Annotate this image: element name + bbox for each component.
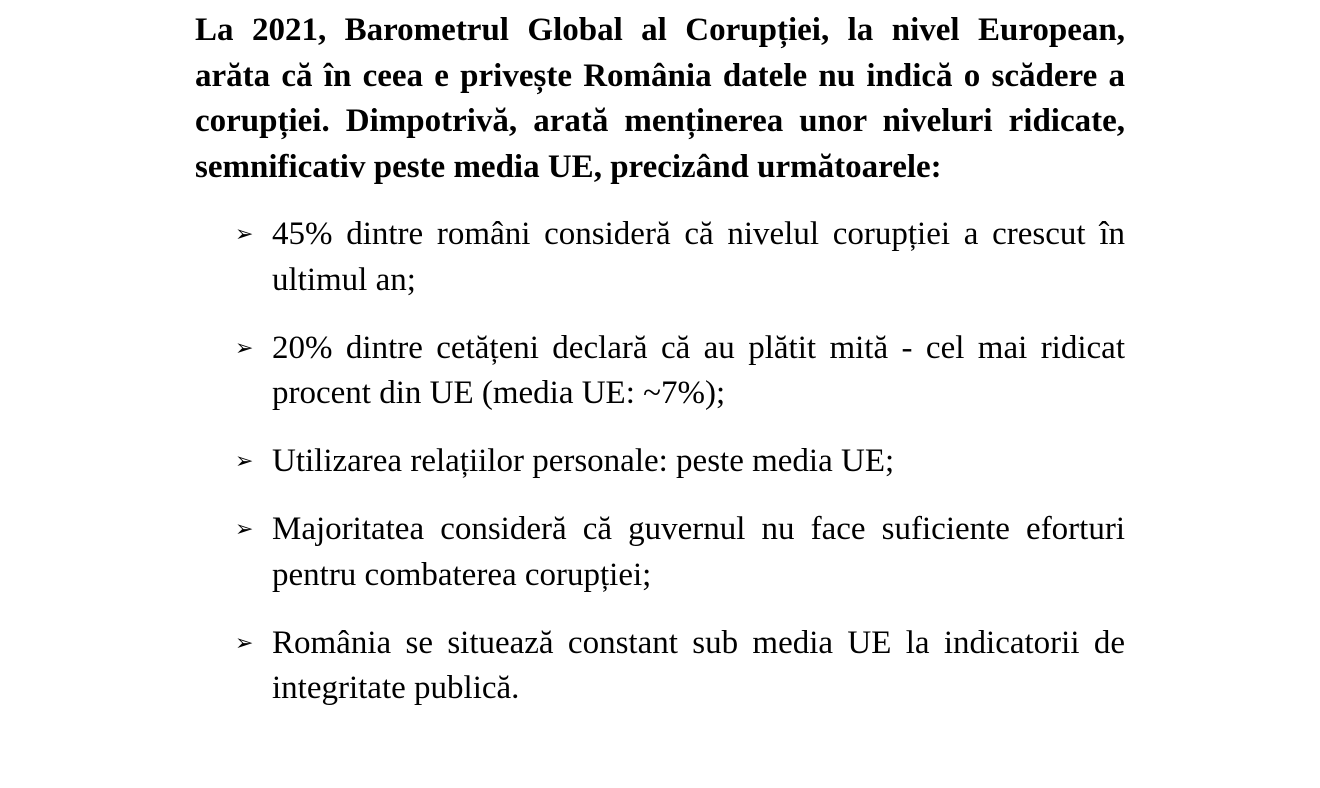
list-item-text: 45% dintre români consideră că nivelul corupției a crescut în ultimul an; (272, 216, 1125, 298)
arrow-bullet-icon: ➢ (235, 449, 254, 474)
arrow-bullet-icon: ➢ (235, 222, 254, 247)
intro-paragraph: La 2021, Barometrul Global al Corupției, la nivel European, arăta că în ceea e privește România datele nu indică o scădere a corupției. Dimpotrivă, arată menținerea unor niveluri ridicate, semnificativ peste media UE, precizând următoarele: (195, 12, 1125, 185)
list-item (195, 621, 1125, 712)
arrow-bullet-icon: ➢ (235, 517, 254, 542)
list-item (195, 326, 1125, 417)
list-item-text: România se situează constant sub media UE la indicatorii de integritate publică. (272, 624, 1125, 706)
bullet-list (195, 212, 1125, 712)
list-item (195, 507, 1125, 598)
arrow-bullet-icon: ➢ (235, 335, 254, 361)
list-item (195, 212, 1125, 303)
list-item (195, 439, 1125, 485)
arrow-bullet-icon: ➢ (235, 630, 254, 656)
list-item-text: Utilizarea relațiilor personale: peste media UE; (272, 443, 895, 479)
list-item-text: Majoritatea consideră că guvernul nu face suficiente eforturi pentru combaterea corupției; (272, 511, 1125, 593)
list-item-text: 20% dintre cetățeni declară că au plătit mită - cel mai ridicat procent din UE (media UE: ~7%); (272, 329, 1125, 411)
document-body (195, 8, 1125, 734)
